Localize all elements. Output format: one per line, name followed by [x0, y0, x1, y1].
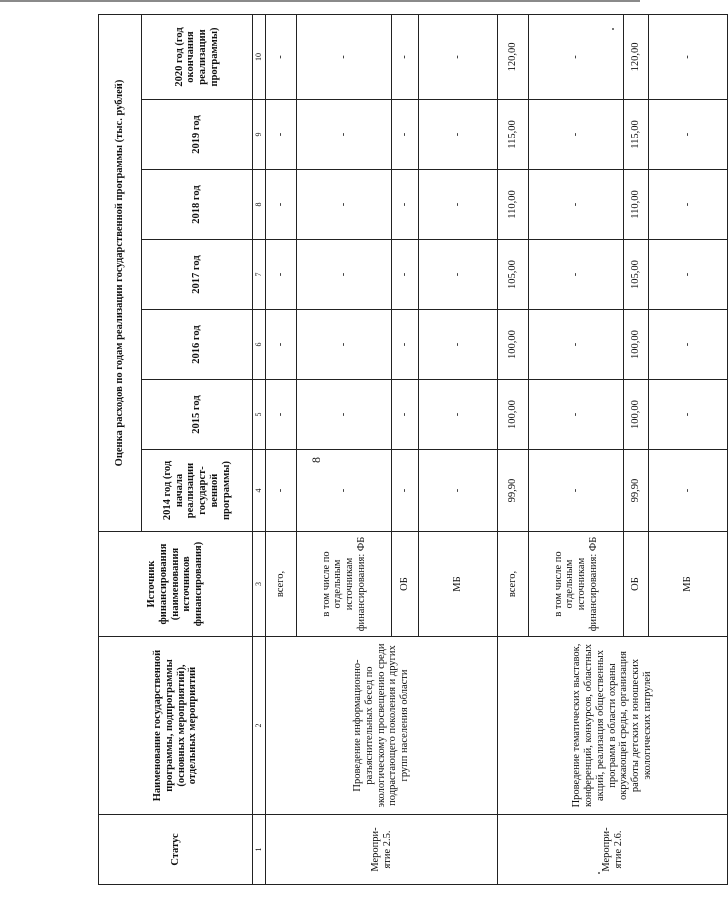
- value-cell: -: [266, 310, 297, 380]
- value-cell: -: [419, 450, 498, 532]
- source-cell: МБ: [649, 532, 728, 637]
- value-cell: -: [297, 380, 392, 450]
- header-source: Источник финансирования (наименования источников финансирования): [99, 532, 253, 637]
- header-year-2014: 2014 год (год начала реализации государст-венной программы): [142, 450, 253, 532]
- value-cell: 120,00: [498, 14, 529, 99]
- header-year-2016: 2016 год: [142, 310, 253, 380]
- value-cell: 105,00: [498, 240, 529, 310]
- value-cell: -: [529, 450, 624, 532]
- event-name: Проведение информационно-разъяснительных бесед по экологическому просвещению среди подрастающего поколения и других групп населения области: [266, 637, 498, 815]
- page-number: 8: [309, 457, 323, 463]
- column-number: 3: [253, 532, 266, 637]
- rotated-table-container: [98, 15, 694, 885]
- column-number: 6: [253, 310, 266, 380]
- value-cell: 120,00: [624, 14, 649, 99]
- value-cell: -: [266, 450, 297, 532]
- value-cell: 100,00: [624, 310, 649, 380]
- value-cell: -: [529, 170, 624, 240]
- value-cell: 100,00: [624, 380, 649, 450]
- header-year-2015: 2015 год: [142, 380, 253, 450]
- value-cell: -: [419, 14, 498, 99]
- value-cell: -: [649, 14, 728, 99]
- value-cell: -: [266, 170, 297, 240]
- value-cell: -: [649, 170, 728, 240]
- value-cell: -: [297, 14, 392, 99]
- value-cell: -: [649, 240, 728, 310]
- value-cell: -: [649, 450, 728, 532]
- value-cell: 110,00: [498, 170, 529, 240]
- value-cell: -: [297, 170, 392, 240]
- value-cell: -: [297, 240, 392, 310]
- column-number: 9: [253, 100, 266, 170]
- value-cell: -: [392, 14, 419, 99]
- value-cell: 99,90: [498, 450, 529, 532]
- value-cell: 100,00: [498, 310, 529, 380]
- column-number: 7: [253, 240, 266, 310]
- expenditure-table: [98, 14, 728, 885]
- header-name: Наименование государственной программы, подпрограммы (основных мероприятий), отдельных мероприятий: [99, 637, 253, 815]
- column-number: 1: [253, 815, 266, 885]
- value-cell: -: [392, 310, 419, 380]
- value-cell: -: [392, 450, 419, 532]
- value-cell: -: [266, 100, 297, 170]
- source-cell: в том числе по отдельным источникам финансирования: ФБ: [297, 532, 392, 637]
- value-cell: -: [419, 380, 498, 450]
- header-estimate: Оценка расходов по годам реализации государственной программы (тыс. рублей): [99, 14, 142, 531]
- event-status: Меропри-ятие 2.6.: [498, 815, 728, 885]
- event-status: Меропри-ятие 2.5.: [266, 815, 498, 885]
- event-name: Проведение тематических выставок, конференций, конкурсов, областных акций, реализация общественных программ в области охраны окружающей среды, организация работы детских и юношеских экологических патрулей: [498, 637, 728, 815]
- column-number: 10: [253, 14, 266, 99]
- header-year-2019: 2019 год: [142, 100, 253, 170]
- value-cell: -: [419, 310, 498, 380]
- column-number: 4: [253, 450, 266, 532]
- value-cell: 99,90: [624, 450, 649, 532]
- column-number: 8: [253, 170, 266, 240]
- value-cell: 100,00: [498, 380, 529, 450]
- value-cell: -: [419, 240, 498, 310]
- column-number-row: [253, 14, 266, 884]
- value-cell: 115,00: [624, 100, 649, 170]
- value-cell: -: [392, 240, 419, 310]
- source-cell: ОБ: [392, 532, 419, 637]
- source-cell: всего,: [498, 532, 529, 637]
- source-cell: в том числе по отдельным источникам финансирования: ФБ: [529, 532, 624, 637]
- table-row: [498, 14, 529, 884]
- value-cell: -: [529, 100, 624, 170]
- source-cell: МБ: [419, 532, 498, 637]
- value-cell: -: [529, 14, 624, 99]
- value-cell: -: [392, 380, 419, 450]
- column-number: 5: [253, 380, 266, 450]
- scan-edge-line: [0, 0, 640, 2]
- value-cell: -: [297, 310, 392, 380]
- value-cell: -: [297, 100, 392, 170]
- value-cell: -: [266, 380, 297, 450]
- value-cell: -: [649, 310, 728, 380]
- value-cell: 110,00: [624, 170, 649, 240]
- value-cell: 115,00: [498, 100, 529, 170]
- value-cell: -: [529, 380, 624, 450]
- value-cell: -: [266, 14, 297, 99]
- source-cell: ОБ: [624, 532, 649, 637]
- value-cell: -: [419, 170, 498, 240]
- value-cell: -: [392, 100, 419, 170]
- value-cell: -: [266, 240, 297, 310]
- source-cell: всего,: [266, 532, 297, 637]
- value-cell: -: [649, 380, 728, 450]
- value-cell: -: [529, 310, 624, 380]
- value-cell: -: [419, 100, 498, 170]
- value-cell: 105,00: [624, 240, 649, 310]
- header-year-2018: 2018 год: [142, 170, 253, 240]
- value-cell: -: [649, 100, 728, 170]
- column-number: 2: [253, 637, 266, 815]
- value-cell: -: [392, 170, 419, 240]
- value-cell: -: [529, 240, 624, 310]
- header-year-2017: 2017 год: [142, 240, 253, 310]
- header-year-2020: 2020 год (год окончания реализации программы): [142, 14, 253, 99]
- value-cell: -: [297, 450, 392, 532]
- header-status: Статус: [99, 815, 253, 885]
- table-row: [266, 14, 297, 884]
